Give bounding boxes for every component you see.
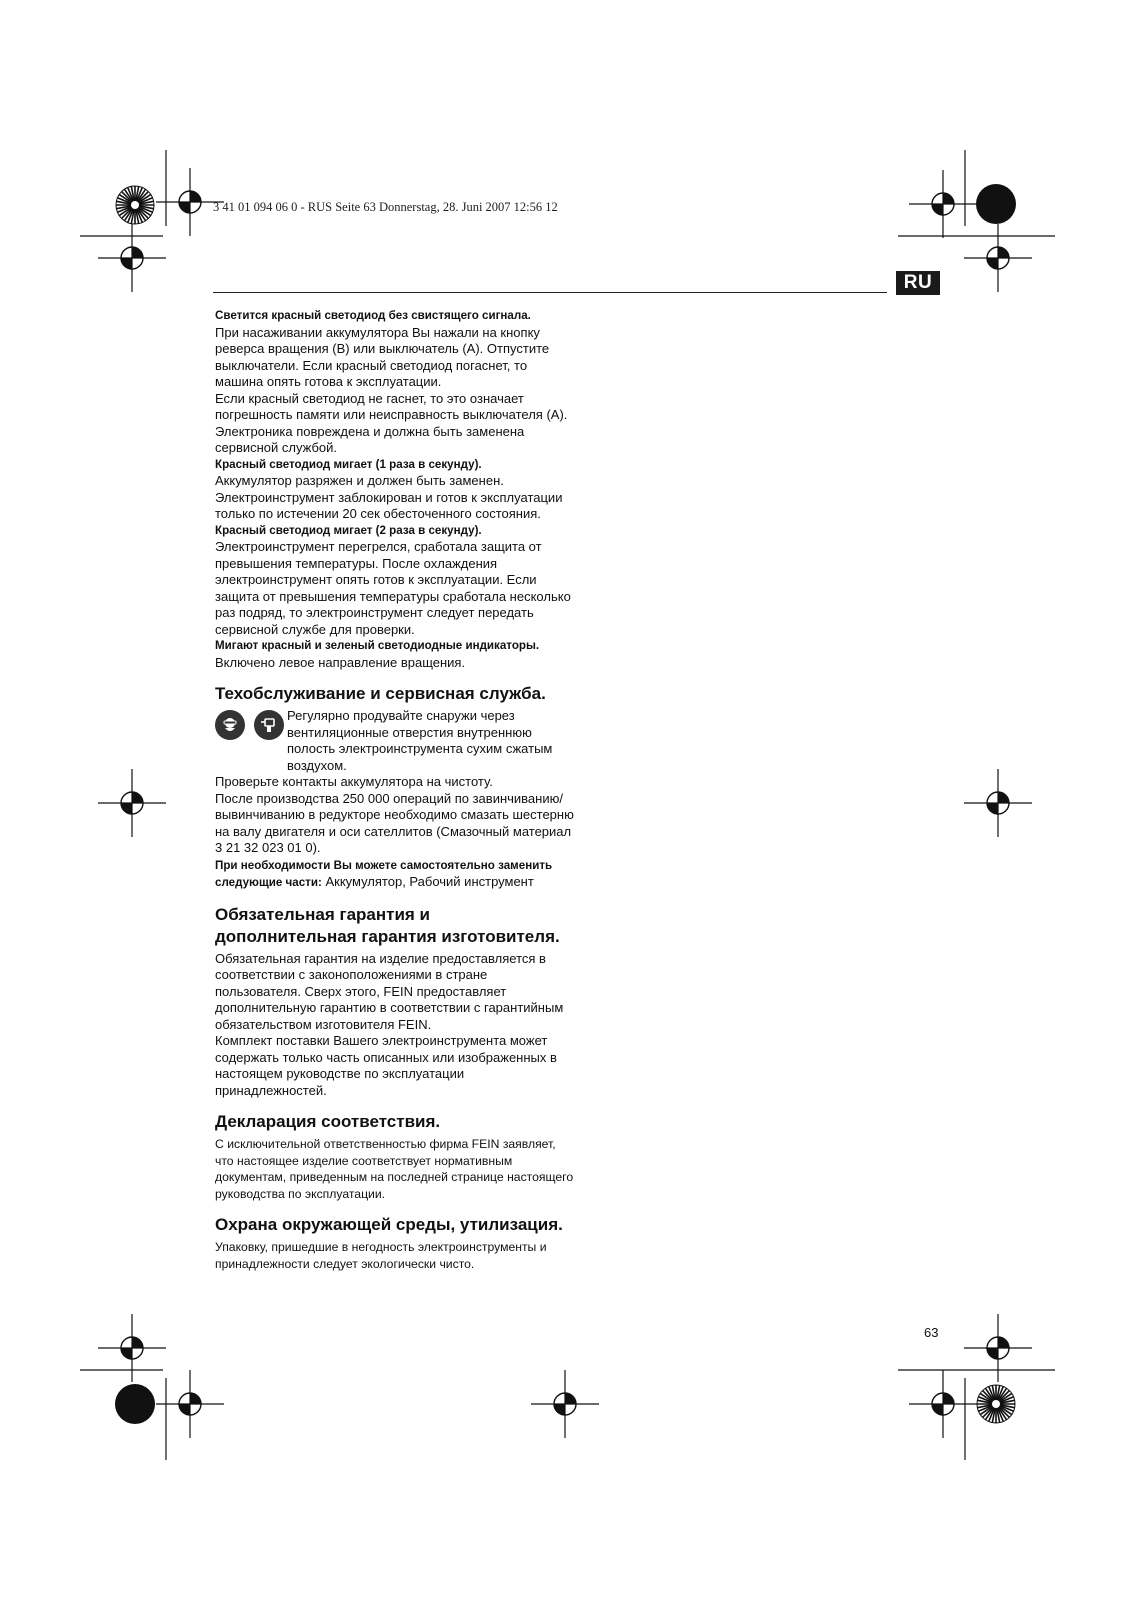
p1-text: При насаживании аккумулятора Вы нажали на кнопку реверса вращения (B) или выключатель (A). Отпустите выключатели. Если красный светодиод погаснет, то машина опять готова к эксплуатации. xyxy=(215,324,550,389)
registration-mark-bottom-center xyxy=(531,1370,599,1438)
service-icon-text: Регулярно продувайте снаружи через вентиляционные отверстия внутреннюю полость электроинструмента сухим сжатым воздухом. xyxy=(287,708,553,773)
p1-text2: Если красный светодиод не гаснет, то это означает погрешность памяти или неисправность выключателя (A). Электроника повреждена и должна быть заменена сервисной службой. xyxy=(215,390,568,455)
main-column xyxy=(215,308,575,1272)
solid-dot-mark-top-right xyxy=(976,184,1016,224)
p2-heading: Красный светодиод мигает (1 раза в секунду). xyxy=(215,457,482,471)
language-tag: RU xyxy=(896,271,940,295)
p4-heading: Мигают красный и зеленый светодиодные индикаторы. xyxy=(215,639,540,652)
registration-mark-top-right xyxy=(909,170,977,238)
p4-text: Включено левое направление вращения. xyxy=(215,654,466,670)
starburst-mark-top-left xyxy=(116,186,154,224)
warranty-text1: Обязательная гарантия на изделие предоставляется в соответствии с законоположениями в стране пользователя. Сверх этого, FEIN предоставляет дополнительную гарантию в соответствии с гарантийным обязательством изготовителя FEIN. xyxy=(215,950,564,1032)
registration-mark-top-left xyxy=(98,224,166,292)
registration-mark-mid-right xyxy=(964,769,1032,837)
heading-service: Техобслуживание и сервисная служба. xyxy=(215,684,546,703)
service-text2: После производства 250 000 операций по завинчиванию/вывинчиванию в редукторе необходимо смазать шестерню на валу двигателя и оси сателлитов (Смазочный материал 3 21 32 023 01 0). xyxy=(215,790,574,855)
p1-heading: Светится красный светодиод без свистящего сигнала. xyxy=(215,309,531,322)
face-shield-icon xyxy=(215,710,245,740)
registration-mark-right-upper xyxy=(964,224,1032,292)
p3-text: Электроинструмент перегрелся, сработала защита от превышения температуры. После охлаждения электроинструмент опять готов к эксплуатации. Если защита от превышения температуры сработала несколько раз подряд, то электроинструмент следует передать сервисной службе для проверки. xyxy=(215,539,571,637)
solid-dot-mark-bottom-left xyxy=(115,1384,155,1424)
registration-mark-bottom-left xyxy=(98,1314,166,1382)
service-icons-row xyxy=(215,708,575,774)
p3-heading: Красный светодиод мигает (2 раза в секунду). xyxy=(215,523,482,537)
starburst-mark-bottom-right xyxy=(977,1385,1015,1423)
service-parts-text: Аккумулятор, Рабочий инструмент xyxy=(321,874,534,889)
page-number: 63 xyxy=(924,1325,939,1340)
p2-text: Аккумулятор разряжен и должен быть заменен. Электроинструмент заблокирован и готов к эксплуатации только по истечении 20 сек обесточенного состояния. xyxy=(215,473,563,521)
environment-text: Упаковку, пришедшие в негодность электроинструменты и принадлежности следует экологически чисто. xyxy=(215,1240,547,1271)
service-parts xyxy=(215,857,575,892)
header-rule xyxy=(213,292,887,293)
warranty-text2: Комплект поставки Вашего электроинструмента может содержать только часть описанных или изображенных в настоящем руководстве по эксплуатации принадлежностей. xyxy=(215,1033,557,1098)
print-slug-line: 3 41 01 094 06 0 - RUS Seite 63 Donnerstag, 28. Juni 2007 12:56 12 xyxy=(213,200,558,214)
service-icons xyxy=(215,708,287,740)
heading-declaration: Декларация соответствия. xyxy=(215,1112,441,1131)
heading-warranty: Обязательная гарантия и дополнительная гарантия изготовителя. xyxy=(215,904,560,946)
declaration-text: С исключительной ответственностью фирма FEIN заявляет, что настоящее изделие соответствует нормативным документам, приведенным на последней странице настоящего руководства по эксплуатации. xyxy=(215,1137,574,1201)
registration-mark-mid-left xyxy=(98,769,166,837)
compressed-air-icon xyxy=(254,710,284,740)
registration-mark-bottom-right-inner xyxy=(909,1370,977,1438)
service-parts-bold: При необходимости Вы можете самостоятельно заменить следующие части: xyxy=(215,858,553,889)
registration-mark-bottom-right xyxy=(964,1314,1032,1382)
service-text1: Проверьте контакты аккумулятора на чистоту. xyxy=(215,774,493,789)
heading-environment: Охрана окружающей среды, утилизация. xyxy=(215,1215,563,1234)
